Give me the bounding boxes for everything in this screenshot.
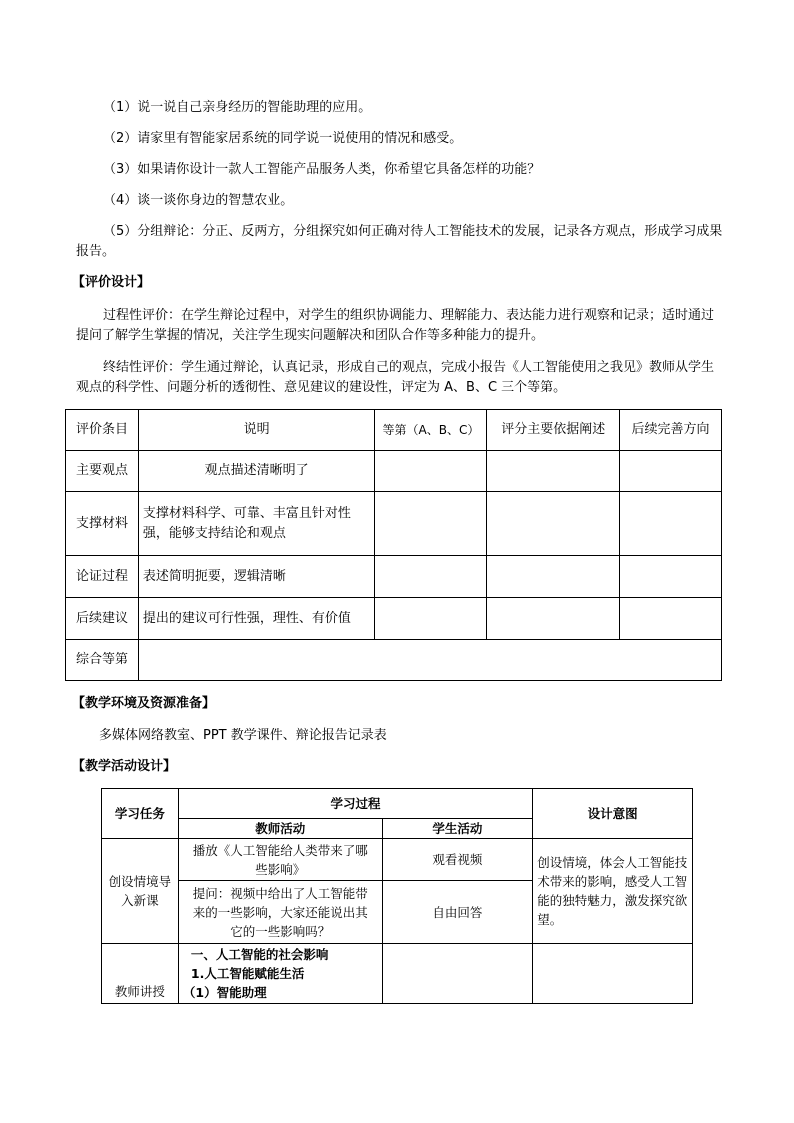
basis-cell[interactable]: [487, 556, 620, 598]
teacher-activity: [178, 944, 382, 1004]
row-item: 主要观点: [66, 451, 139, 492]
basis-cell[interactable]: [487, 451, 620, 492]
student-activity: 自由回答: [382, 881, 533, 944]
improve-cell[interactable]: [620, 451, 722, 492]
improve-cell[interactable]: [620, 492, 722, 556]
intent-cell: [533, 944, 693, 1004]
student-activity: 观看视频: [382, 839, 533, 881]
row-desc: 表述简明扼要，逻辑清晰: [138, 556, 375, 598]
evaluation-table-header: [66, 410, 722, 451]
grade-cell[interactable]: [375, 492, 487, 556]
question-4: （4）谈一谈你身边的智慧农业。: [103, 193, 294, 208]
header-item: 评价条目: [66, 410, 139, 451]
header-improve: 后续完善方向: [620, 410, 722, 451]
row-item: 综合等第: [66, 640, 139, 681]
environment-text: 多媒体网络教室、PPT 教学课件、辩论报告记录表: [99, 728, 387, 743]
teacher-activity: 提问：视频中给出了人工智能带来的一些影响，大家还能说出其它的一些影响吗？: [178, 881, 382, 944]
evaluation-heading: 【评价设计】: [72, 275, 151, 290]
grade-cell[interactable]: [375, 451, 487, 492]
question-5: （5）分组辩论：分正、反两方，分组探究如何正确对待人工智能技术的发展，记录各方观点，形成学习成果报告。: [76, 224, 723, 259]
question-1: （1）说一说自己亲身经历的智能助理的应用。: [103, 100, 372, 115]
row-desc: 支撑材料科学、可靠、丰富且针对性强，能够支持结论和观点: [138, 492, 375, 556]
question-2: （2）请家里有智能家居系统的同学说一说使用的情况和感受。: [103, 131, 463, 146]
header-desc: 说明: [138, 410, 375, 451]
process-evaluation: 过程性评价：在学生辩论过程中，对学生的组织协调能力、理解能力、表达能力进行观察和记录；适时通过提问了解学生掌握的情况，关注学生现实问题解决和团队合作等多种能力的提升。: [76, 308, 715, 343]
header-basis: 评分主要依据阐述: [487, 410, 620, 451]
col-process-header: 学习过程: [178, 789, 532, 819]
table-row: [66, 492, 722, 556]
col-student-header: 学生活动: [382, 819, 533, 839]
row-item: 后续建议: [66, 598, 139, 640]
task-cell: 教师讲授: [102, 944, 179, 1004]
table-row: [66, 451, 722, 492]
overall-grade-cell[interactable]: [138, 640, 721, 681]
row-desc: 观点描述清晰明了: [138, 451, 375, 492]
improve-cell[interactable]: [620, 556, 722, 598]
table-row: [66, 556, 722, 598]
environment-heading: 【教学环境及资源准备】: [72, 696, 216, 711]
table-row: [66, 640, 722, 681]
basis-cell[interactable]: [487, 492, 620, 556]
item-title: （1）智能助理: [182, 985, 267, 1000]
summative-evaluation: 终结性评价：学生通过辩论，认真记录，形成自己的观点，完成小报告《人工智能使用之我见》教师从学生观点的科学性、问题分析的透彻性、意见建议的建设性，评定为 A、B、C 三个等第。: [76, 360, 715, 395]
grade-cell[interactable]: [375, 598, 487, 640]
activity-table: [101, 788, 693, 1004]
subsection-title: 1.人工智能赋能生活: [190, 966, 305, 981]
header-grade: 等第（A、B、C）: [375, 410, 487, 451]
improve-cell[interactable]: [620, 598, 722, 640]
row-item: 支撑材料: [66, 492, 139, 556]
row-desc: 提出的建议可行性强，理性、有价值: [138, 598, 375, 640]
table-row: [66, 598, 722, 640]
question-3: （3）如果请你设计一款人工智能产品服务人类，你希望它具备怎样的功能？: [103, 162, 541, 177]
col-task-header: 学习任务: [102, 789, 179, 839]
intent-cell: 创设情境，体会人工智能技术带来的影响，感受人工智能的独特魅力，激发探究欲望。: [533, 839, 693, 944]
table-row: [102, 944, 693, 1004]
student-activity: [382, 944, 533, 1004]
table-row: [102, 839, 693, 881]
teacher-activity: 播放《人工智能给人类带来了哪些影响》: [178, 839, 382, 881]
activity-heading: 【教学活动设计】: [72, 759, 177, 774]
col-teacher-header: 教师活动: [178, 819, 382, 839]
evaluation-table: [65, 409, 722, 681]
basis-cell[interactable]: [487, 598, 620, 640]
col-intent-header: 设计意图: [533, 789, 693, 839]
task-cell: 创设情境导入新课: [102, 839, 179, 944]
grade-cell[interactable]: [375, 556, 487, 598]
section-title: 一、人工智能的社会影响: [190, 947, 329, 962]
row-item: 论证过程: [66, 556, 139, 598]
